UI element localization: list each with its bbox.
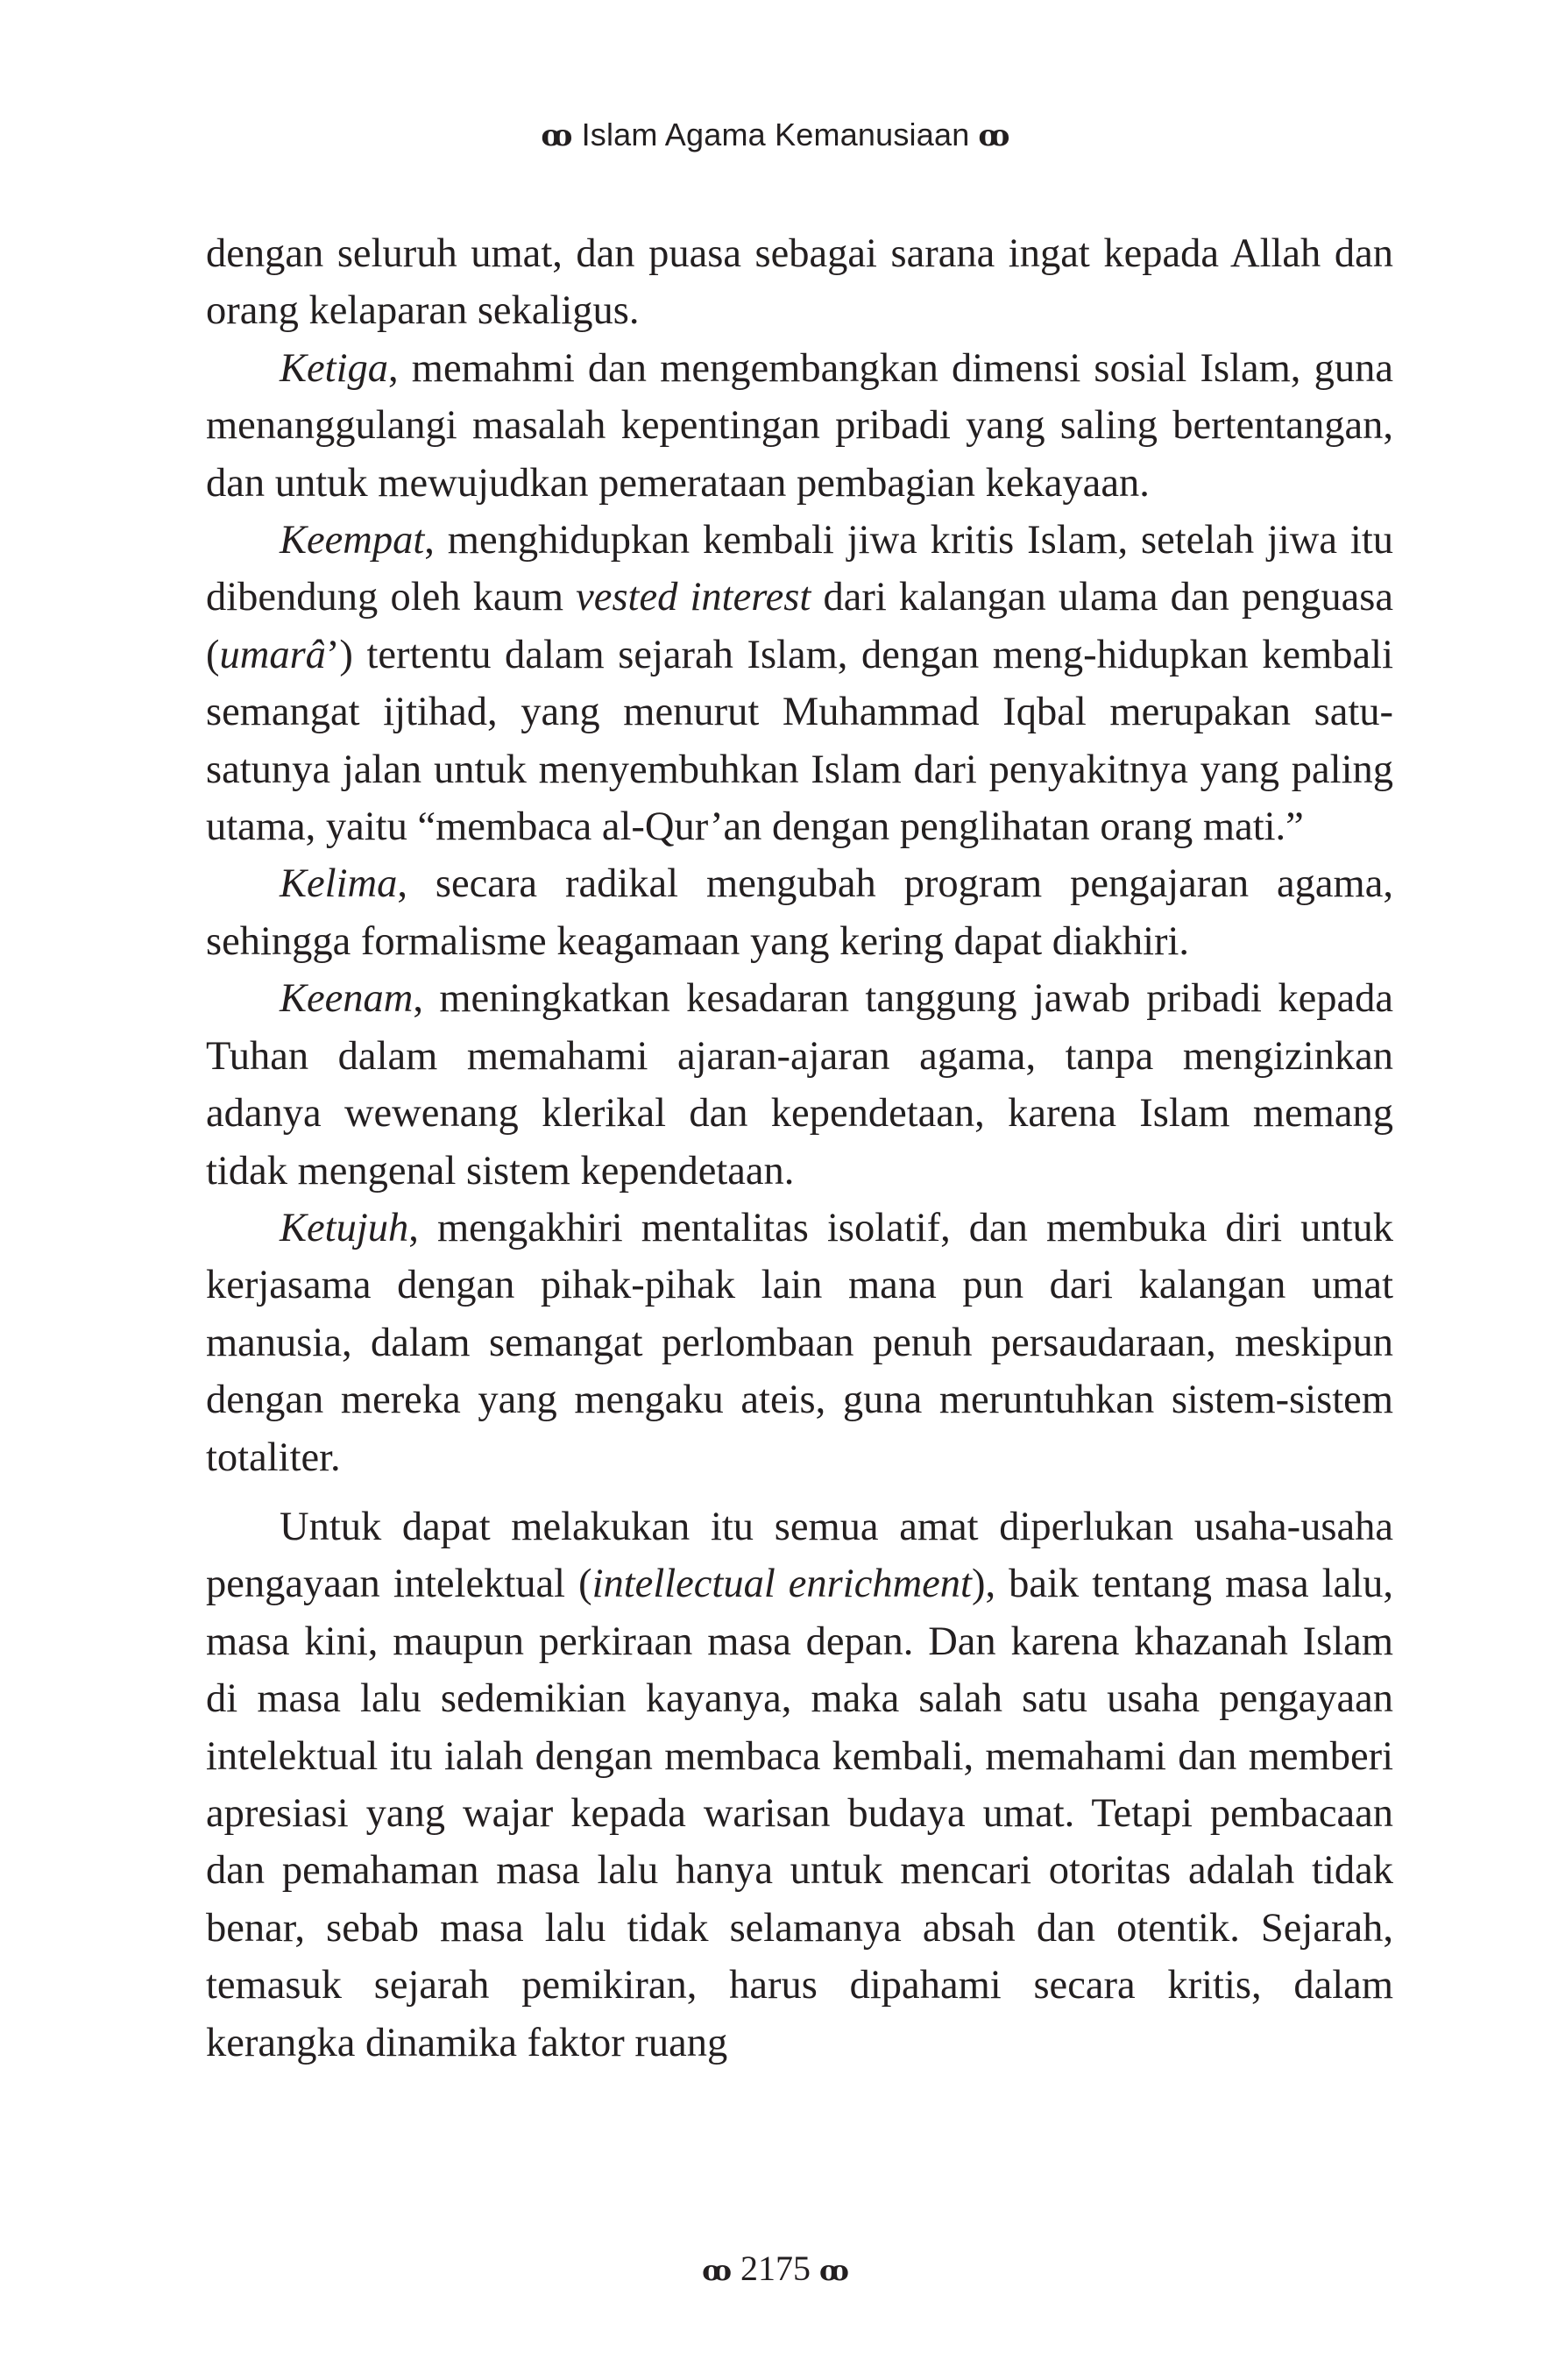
paragraph-text: dengan seluruh umat, dan puasa sebagai sarana ingat kepada Allah dan orang kelaparan sekaligus. (206, 231, 1393, 334)
body-text (206, 225, 1393, 2072)
paragraph-text: ’) tertentu dalam sejarah Islam, dengan meng-hidupkan kembali semangat ijtihad, yang menurut Muhammad Iqbal merupakan satu-satunya jalan untuk menyembuhkan Islam dari penyakitnya yang paling utama, yaitu “membaca al-Qur’an dengan penglihatan orang mati.” (206, 632, 1393, 850)
left-ornament-icon: ꝏ (702, 2254, 732, 2287)
italic-term: vested interest (576, 575, 811, 620)
page-number: 2175 (740, 2249, 811, 2288)
paragraph-text: , meningkatkan kesadaran tanggung jawab pribadi kepada Tuhan dalam memahami ajaran-ajaran agama, tanpa mengizinkan adanya wewenang klerikal dan kependetaan, karena Islam memang tidak mengenal sistem kependetaan. (206, 976, 1393, 1194)
paragraph-text: Untuk dapat melakukan itu semua amat diperlukan usaha-usaha pengayaan intelektual ( (206, 1504, 1393, 1607)
enumeration-term: Ketiga (280, 345, 388, 391)
running-head-title: Islam Agama Kemanusiaan (581, 117, 970, 152)
enumeration-term: Ketujuh (280, 1205, 409, 1250)
paragraph (206, 225, 1393, 340)
running-head (0, 116, 1551, 155)
paragraph (206, 512, 1393, 855)
paragraph (206, 1200, 1393, 1486)
enumeration-term: Keenam (280, 976, 414, 1022)
enumeration-term: Keempat (280, 518, 425, 563)
italic-term: intellectual enrichment (591, 1562, 972, 1607)
right-ornament-icon: ꝏ (819, 2254, 849, 2287)
paragraph (206, 1498, 1393, 2072)
left-ornament-icon: ꝏ (541, 118, 573, 153)
paragraph-text: , menghidupkan kembali jiwa kritis Islam, setelah jiwa itu dibendung oleh kaum (206, 518, 1393, 620)
italic-term: umarâ (219, 632, 326, 677)
paragraph (206, 340, 1393, 512)
paragraph (206, 970, 1393, 1200)
enumeration-term: Kelima (280, 861, 398, 907)
paragraph-text: , memahmi dan mengembangkan dimensi sosial Islam, guna menanggulangi masalah kepentingan pribadi yang saling bertentangan, dan untuk mewujudkan pemerataan pembagian kekayaan. (206, 345, 1393, 506)
page-footer (0, 2248, 1551, 2291)
paragraph-text: ), baik tentang masa lalu, masa kini, maupun perkiraan masa depan. Dan karena khazanah Islam di masa lalu sedemikian kayanya, maka salah satu usaha pengayaan intelektual itu ialah dengan membaca kembali, memahami dan memberi apresiasi yang wajar kepada warisan budaya umat. Tetapi pembacaan dan pemahaman masa lalu hanya untuk mencari otoritas adalah tidak benar, sebab masa lalu tidak selamanya absah dan otentik. Sejarah, temasuk sejarah pemikiran, harus dipahami secara kritis, dalam kerangka dinamika faktor ruang (206, 1562, 1393, 2065)
paragraph (206, 855, 1393, 970)
right-ornament-icon: ꝏ (978, 118, 1010, 153)
paragraph-text: , mengakhiri mentalitas isolatif, dan membuka diri untuk kerjasama dengan pihak-pihak lain mana pun dari kalangan umat manusia, dalam semangat perlombaan penuh persaudaraan, meskipun dengan mereka yang mengaku ateis, guna meruntuhkan sistem-sistem totaliter. (206, 1205, 1393, 1480)
paragraph-text: dari kalangan ulama dan penguasa ( (206, 575, 1393, 677)
paragraph-text: , secara radikal mengubah program pengajaran agama, sehingga formalisme keagamaan yang kering dapat diakhiri. (206, 861, 1393, 964)
